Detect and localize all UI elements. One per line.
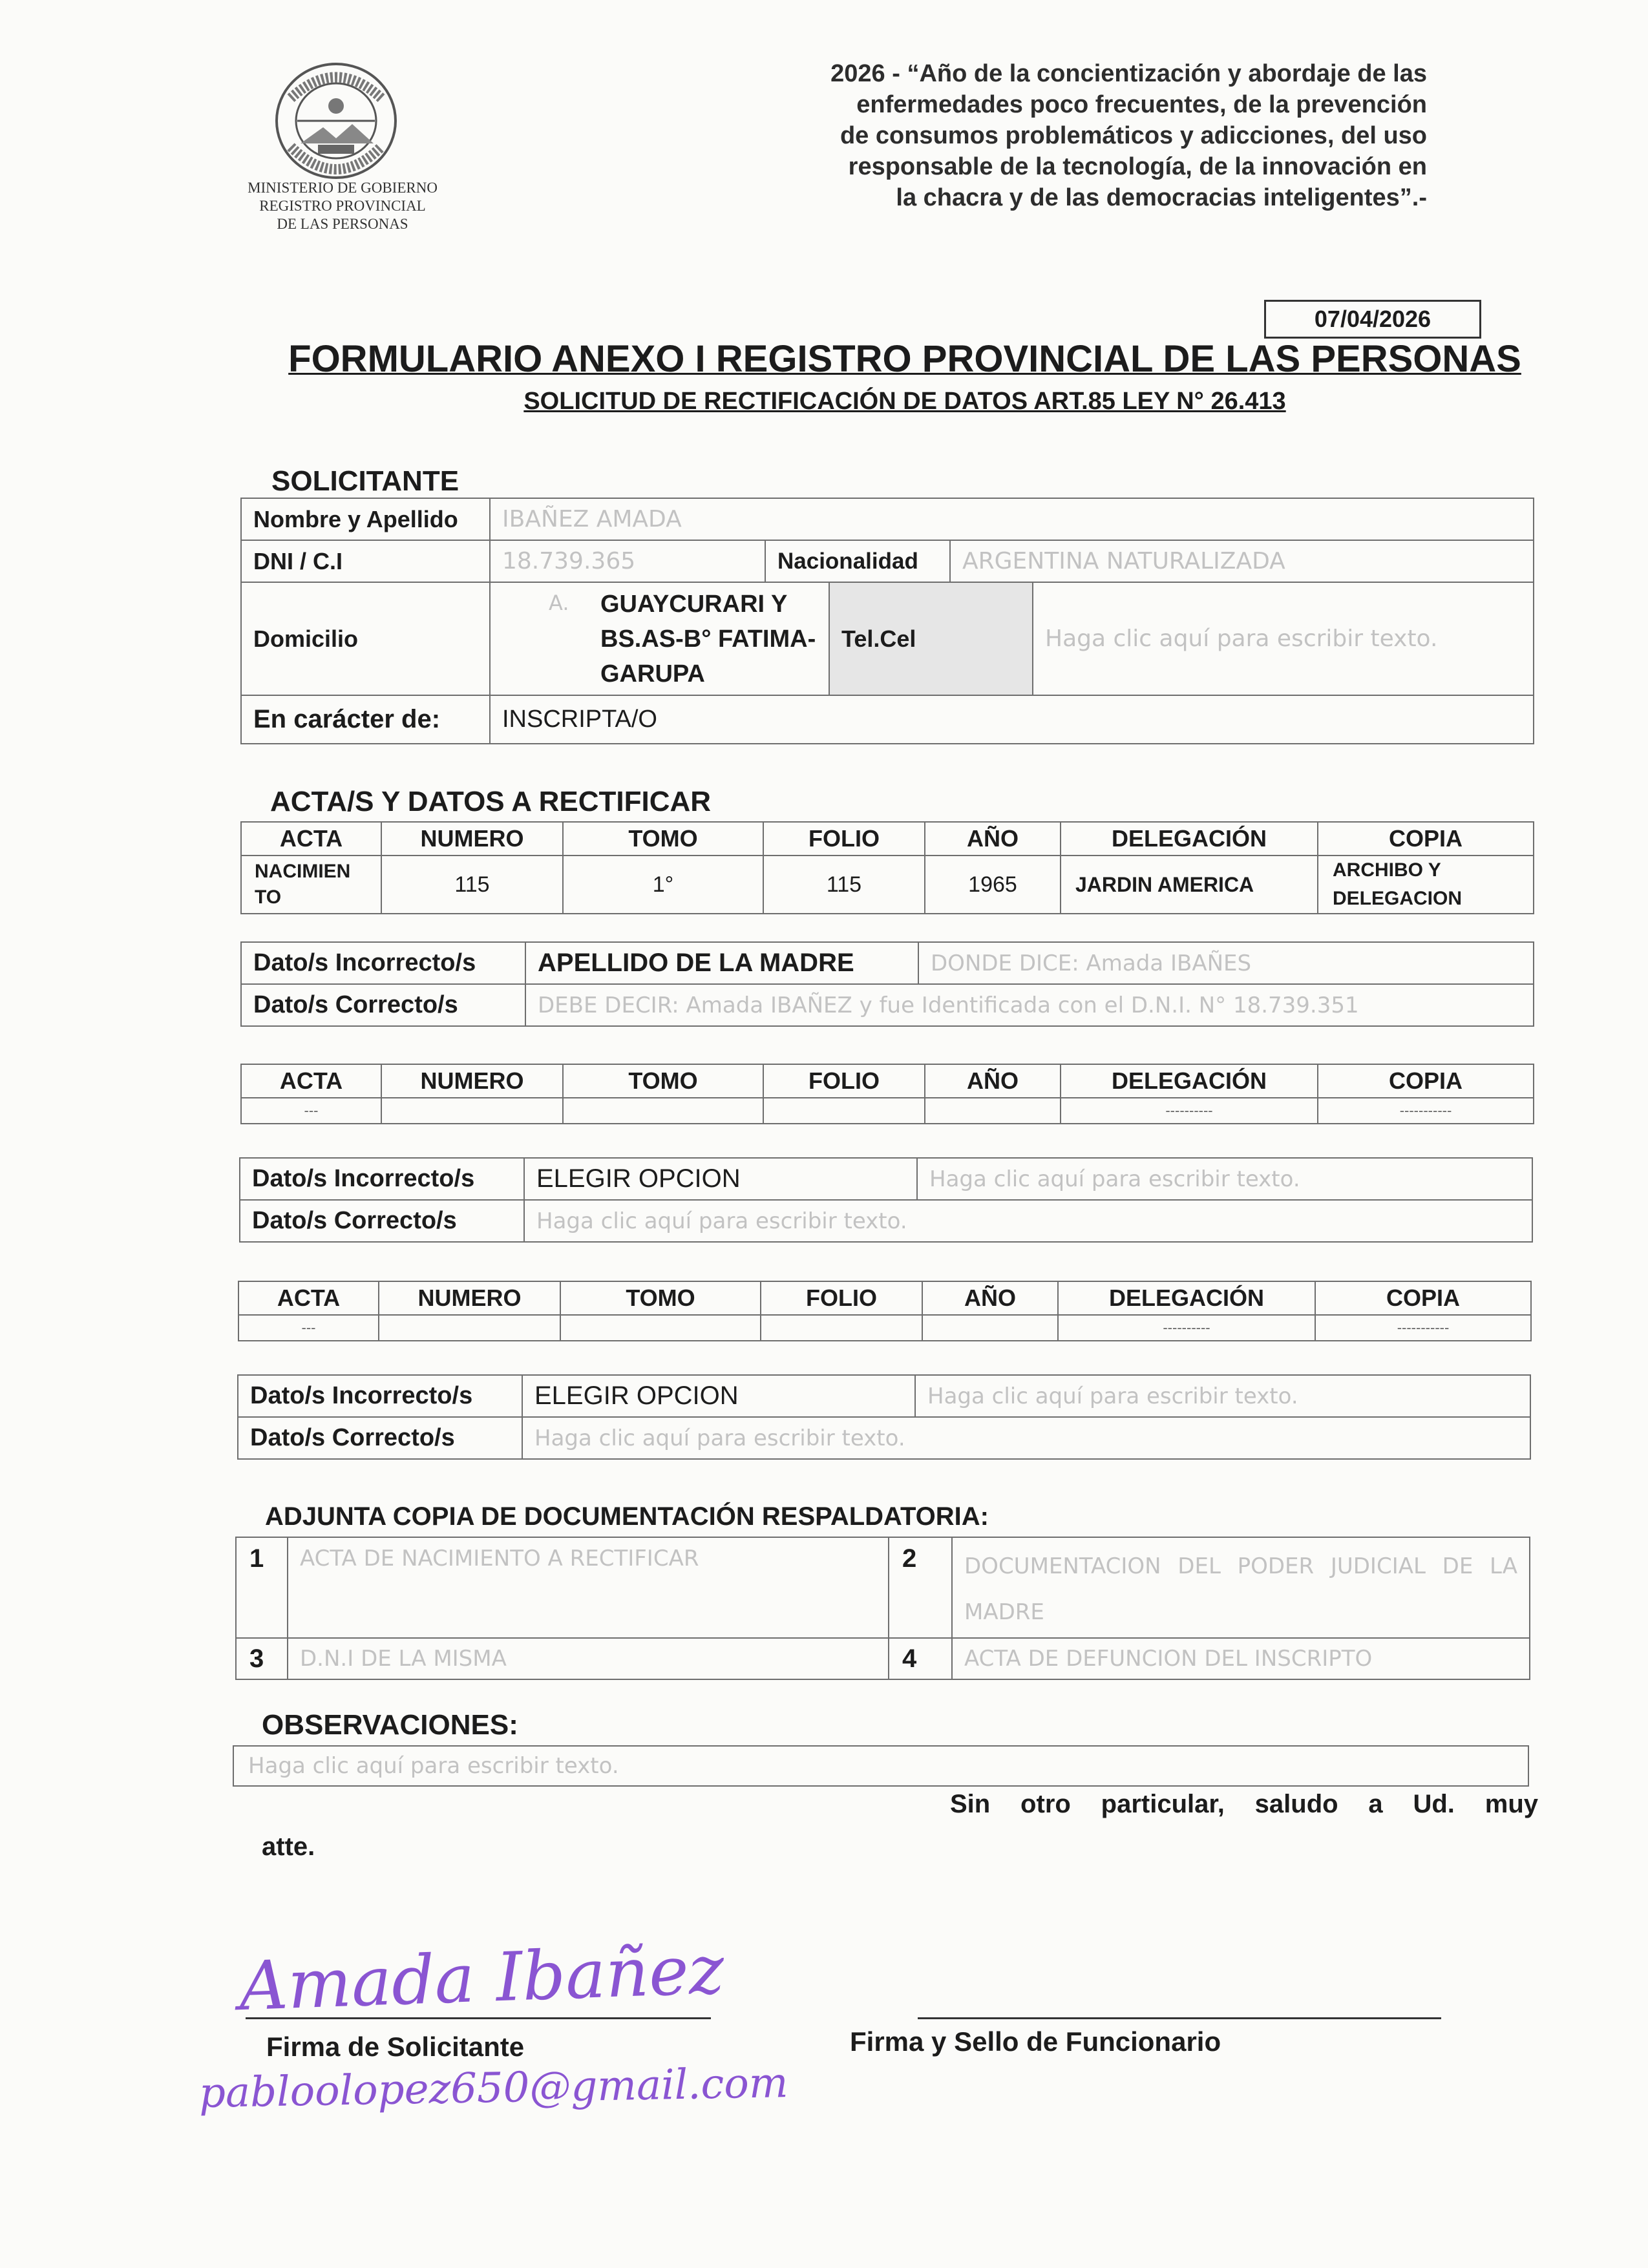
column-header: TOMO [563, 822, 763, 856]
incorrect-value-field[interactable] [915, 1375, 1530, 1417]
column-header: NUMERO [381, 822, 563, 856]
acta-table [238, 1281, 1532, 1341]
column-header: DELEGACIÓN [1061, 822, 1318, 856]
copia-cell[interactable]: ----------- [1315, 1315, 1531, 1341]
correct-value: Haga clic aquí para escribir texto. [536, 1208, 907, 1234]
correct-value-field[interactable] [524, 1200, 1532, 1242]
applicant-signature: Amada Ibañez [238, 1929, 726, 2026]
handwritten-email: pabloolopez650@gmail.com [198, 2059, 789, 2117]
form-subtitle: SOLICITUD DE RECTIFICACIÓN DE DATOS ART.85 LEY N° 26.413 [523, 388, 1286, 415]
official-signature-label: Firma y Sello de Funcionario [850, 2026, 1221, 2057]
anio-cell[interactable]: 1965 [925, 856, 1061, 914]
delegacion-cell[interactable]: JARDIN AMERICA [1061, 856, 1318, 914]
nationality-value: ARGENTINA NATURALIZADA [962, 548, 1285, 574]
dni-field[interactable] [490, 540, 765, 582]
folio-cell[interactable]: 115 [763, 856, 925, 914]
column-header: COPIA [1315, 1281, 1531, 1315]
tomo-cell[interactable] [563, 1098, 763, 1124]
doc-field[interactable] [288, 1537, 889, 1638]
ministry-line: DE LAS PERSONAS [277, 216, 408, 232]
doc-field[interactable] [288, 1638, 889, 1679]
section-heading-actas: ACTA/S Y DATOS A RECTIFICAR [270, 786, 712, 817]
ministry-header [223, 179, 462, 233]
acta-line: TO [255, 887, 282, 908]
doc-number: 1 [236, 1537, 288, 1638]
address-label: Domicilio [241, 582, 490, 695]
character-label: En carácter de: [241, 695, 490, 744]
ministry-line: REGISTRO PROVINCIAL [259, 198, 426, 214]
doc-text: ACTA DE DEFUNCION DEL INSCRIPTO [964, 1646, 1373, 1672]
column-header: ACTA [241, 822, 381, 856]
phone-label: Tel.Cel [829, 582, 1033, 695]
copia-line: DELEGACION [1333, 888, 1463, 909]
doc-number: 3 [236, 1638, 288, 1679]
anio-cell[interactable] [925, 1098, 1061, 1124]
phone-field[interactable] [1033, 582, 1534, 695]
column-header: AÑO [922, 1281, 1058, 1315]
column-header: AÑO [925, 1064, 1061, 1098]
section-heading-observaciones: OBSERVACIONES: [262, 1709, 518, 1741]
rectify-table [239, 1157, 1533, 1243]
observations-value: Haga clic aquí para escribir texto. [248, 1753, 619, 1779]
character-field[interactable]: INSCRIPTA/O [490, 695, 1534, 744]
date-field[interactable]: 07/04/2026 [1264, 300, 1481, 339]
ministry-line: MINISTERIO DE GOBIERNO [248, 180, 438, 196]
tomo-cell[interactable]: 1° [563, 856, 763, 914]
copia-cell[interactable]: ----------- [1318, 1098, 1534, 1124]
column-header: TOMO [560, 1281, 761, 1315]
correct-label: Dato/s Correcto/s [241, 984, 525, 1026]
address-line: GUAYCURARI Y [600, 590, 788, 618]
address-line: BS.AS-B° FATIMA- [600, 625, 816, 653]
closing-text: Sin otro particular, saludo a Ud. muy [950, 1790, 1538, 1818]
copia-cell[interactable] [1318, 856, 1534, 914]
nationality-field[interactable] [950, 540, 1534, 582]
table-row [241, 856, 1534, 914]
correct-value-field[interactable] [525, 984, 1534, 1026]
table-row [241, 1098, 1534, 1124]
column-header: TOMO [563, 1064, 763, 1098]
column-header: DELEGACIÓN [1061, 1064, 1318, 1098]
name-field[interactable] [490, 498, 1534, 540]
correct-value: DEBE DECIR: Amada IBAÑEZ y fue Identificada con el D.N.I. N° 18.739.351 [538, 992, 1359, 1018]
column-header: FOLIO [763, 822, 925, 856]
incorrect-label: Dato/s Incorrecto/s [238, 1375, 522, 1417]
dni-label: DNI / C.I [241, 540, 490, 582]
table-row [238, 1315, 1531, 1341]
doc-field[interactable] [952, 1537, 1530, 1638]
doc-number: 2 [889, 1537, 952, 1638]
year-banner [704, 58, 1427, 213]
column-header: AÑO [925, 822, 1061, 856]
year-banner-line: enfermedades poco frecuentes, de la prevención [856, 91, 1427, 118]
solicitante-table [240, 498, 1534, 744]
incorrect-label: Dato/s Incorrecto/s [241, 942, 525, 984]
incorrect-value: Haga clic aquí para escribir texto. [927, 1383, 1298, 1409]
folio-cell[interactable] [763, 1098, 925, 1124]
column-header: FOLIO [763, 1064, 925, 1098]
tomo-cell[interactable] [560, 1315, 761, 1341]
incorrect-value-field[interactable] [917, 1158, 1532, 1200]
column-header: COPIA [1318, 822, 1534, 856]
correct-label: Dato/s Correcto/s [240, 1200, 524, 1242]
doc-text: ACTA DE NACIMIENTO A RECTIFICAR [300, 1546, 699, 1571]
folio-cell[interactable] [761, 1315, 922, 1341]
phone-value: Haga clic aquí para escribir texto. [1045, 625, 1438, 652]
incorrect-value-field[interactable] [918, 942, 1534, 984]
name-value: IBAÑEZ AMADA [502, 506, 682, 532]
observations-table [233, 1745, 1529, 1787]
rectify-table [240, 941, 1534, 1027]
correct-value: Haga clic aquí para escribir texto. [534, 1425, 905, 1451]
acta-cell[interactable]: --- [238, 1315, 379, 1341]
acta-line: NACIMIEN [255, 861, 351, 882]
column-header: NUMERO [379, 1281, 560, 1315]
section-heading-adjunta: ADJUNTA COPIA DE DOCUMENTACIÓN RESPALDATORIA: [265, 1502, 989, 1531]
column-header: COPIA [1318, 1064, 1534, 1098]
rectify-table [237, 1374, 1531, 1460]
doc-number: 4 [889, 1638, 952, 1679]
delegacion-cell[interactable]: ---------- [1058, 1315, 1315, 1341]
nationality-label: Nacionalidad [765, 540, 950, 582]
column-header: ACTA [238, 1281, 379, 1315]
column-header: FOLIO [761, 1281, 922, 1315]
numero-cell[interactable]: 115 [381, 856, 563, 914]
correct-label: Dato/s Correcto/s [238, 1417, 522, 1459]
address-field[interactable] [490, 582, 829, 695]
province-seal [271, 59, 401, 182]
delegacion-cell[interactable]: ---------- [1061, 1098, 1318, 1124]
year-banner-line: responsable de la tecnología, de la innovación en [848, 153, 1427, 180]
column-header: DELEGACIÓN [1058, 1281, 1315, 1315]
documents-table [235, 1537, 1530, 1680]
year-banner-line: de consumos problemáticos y adicciones, del uso [840, 122, 1427, 149]
year-banner-line: la chacra y de las democracias inteligentes”.- [896, 184, 1427, 211]
incorrect-option-select[interactable]: APELLIDO DE LA MADRE [525, 942, 918, 984]
incorrect-value: DONDE DICE: Amada IBAÑES [931, 950, 1252, 976]
correct-value-field[interactable] [522, 1417, 1530, 1459]
acta-cell[interactable] [241, 856, 381, 914]
copia-line: ARCHIBO Y [1333, 859, 1441, 881]
closing-text-end: atte. [262, 1832, 315, 1861]
observations-field[interactable] [233, 1746, 1528, 1786]
applicant-signature-label: Firma de Solicitante [266, 2032, 525, 2062]
anio-cell[interactable] [922, 1315, 1058, 1341]
numero-cell[interactable] [381, 1098, 563, 1124]
incorrect-label: Dato/s Incorrecto/s [240, 1158, 524, 1200]
acta-table [240, 821, 1534, 914]
column-header: NUMERO [381, 1064, 563, 1098]
doc-field[interactable] [952, 1638, 1530, 1679]
official-signature-line [918, 2017, 1441, 2019]
form-title: FORMULARIO ANEXO I REGISTRO PROVINCIAL DE LAS PERSONAS [288, 338, 1521, 380]
section-heading-solicitante: SOLICITANTE [271, 465, 460, 497]
numero-cell[interactable] [379, 1315, 560, 1341]
incorrect-option-select[interactable]: ELEGIR OPCION [524, 1158, 917, 1200]
dni-value: 18.739.365 [502, 548, 636, 574]
incorrect-option-select[interactable]: ELEGIR OPCION [522, 1375, 915, 1417]
column-header: ACTA [241, 1064, 381, 1098]
applicant-signature-line [246, 2017, 711, 2019]
acta-cell[interactable]: --- [241, 1098, 381, 1124]
doc-text: DOCUMENTACION DEL PODER JUDICIAL DE LA MADRE [964, 1553, 1517, 1625]
doc-text: D.N.I DE LA MISMA [300, 1646, 507, 1672]
name-label: Nombre y Apellido [241, 498, 490, 540]
incorrect-value: Haga clic aquí para escribir texto. [929, 1166, 1300, 1192]
address-prefix: A. [549, 590, 569, 615]
acta-table [240, 1064, 1534, 1124]
year-banner-line: 2026 - “Año de la concientización y abordaje de las [830, 60, 1427, 87]
address-line: GARUPA [600, 660, 705, 688]
